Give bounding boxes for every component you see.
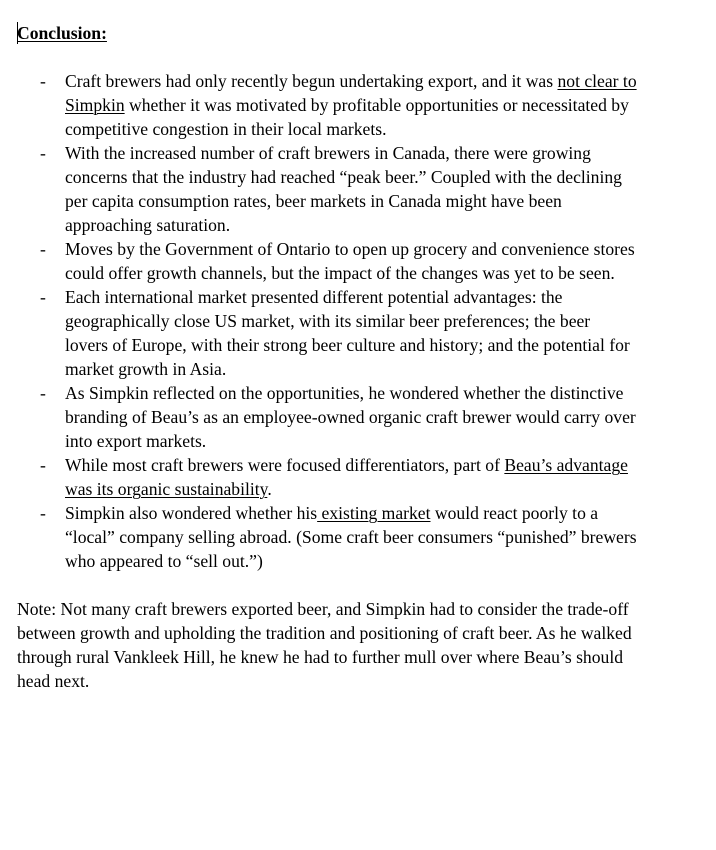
- bullet-text: Simpkin also wondered whether his: [65, 503, 318, 523]
- bullet-text: Moves by the Government of Ontario to open up grocery and convenience stores could offer growth channels, but the impact of the changes was yet to be seen.: [65, 239, 635, 283]
- note-paragraph: Note: Not many craft brewers exported beer, and Simpkin had to consider the trade-off between growth and upholding the tradition and positioning of craft beer. As he walked through rural Vankleek Hill, he knew he had to further mull over where Beau’s should head next.: [17, 599, 632, 691]
- bullet-item: [17, 237, 637, 285]
- underlined-text: Beau’s advantage was its organic sustainability: [65, 455, 628, 499]
- bullet-item: [17, 453, 637, 501]
- bullet-text: would react poorly to a “local” company selling abroad. (Some craft beer consumers “punished” brewers who appeared to “sell out.”): [65, 503, 637, 571]
- bullet-item: [17, 69, 637, 141]
- underlined-text: not clear to Simpkin: [65, 71, 637, 115]
- bullet-item: [17, 501, 637, 573]
- bullet-text: Each international market presented different potential advantages: the geographically close US market, with its similar beer preferences; the beer lovers of Europe, with their strong beer culture and history; and the potential for market growth in Asia.: [65, 287, 630, 379]
- bullet-dash: -: [40, 71, 46, 91]
- conclusion-heading: Conclusion:: [17, 23, 107, 43]
- bullet-text: Craft brewers had only recently begun undertaking export, and it was: [65, 71, 558, 91]
- bullet-item: [17, 141, 637, 237]
- bullet-text: .: [267, 479, 272, 499]
- document-body[interactable]: [17, 21, 657, 693]
- bullet-text: With the increased number of craft brewers in Canada, there were growing concerns that the industry had reached “peak beer.” Coupled with the declining per capita consumption rates, beer markets in Canada might have been approaching saturation.: [65, 143, 622, 235]
- bullet-text: whether it was motivated by profitable opportunities or necessitated by competitive congestion in their local markets.: [65, 95, 629, 139]
- bullet-item: [17, 381, 637, 453]
- bullet-dash: -: [40, 143, 46, 163]
- bullet-dash: -: [40, 383, 46, 403]
- bullet-dash: -: [40, 287, 46, 307]
- bullet-item: [17, 285, 637, 381]
- conclusion-bullet-list: [17, 69, 657, 573]
- bullet-text: As Simpkin reflected on the opportunities, he wondered whether the distinctive branding of Beau’s as an employee-owned organic craft brewer would carry over into export markets.: [65, 383, 636, 451]
- underlined-text: existing market: [317, 503, 431, 523]
- bullet-dash: -: [40, 239, 46, 259]
- bullet-dash: -: [40, 455, 46, 475]
- bullet-text: While most craft brewers were focused differentiators, part of: [65, 455, 505, 475]
- bullet-dash: -: [40, 503, 46, 523]
